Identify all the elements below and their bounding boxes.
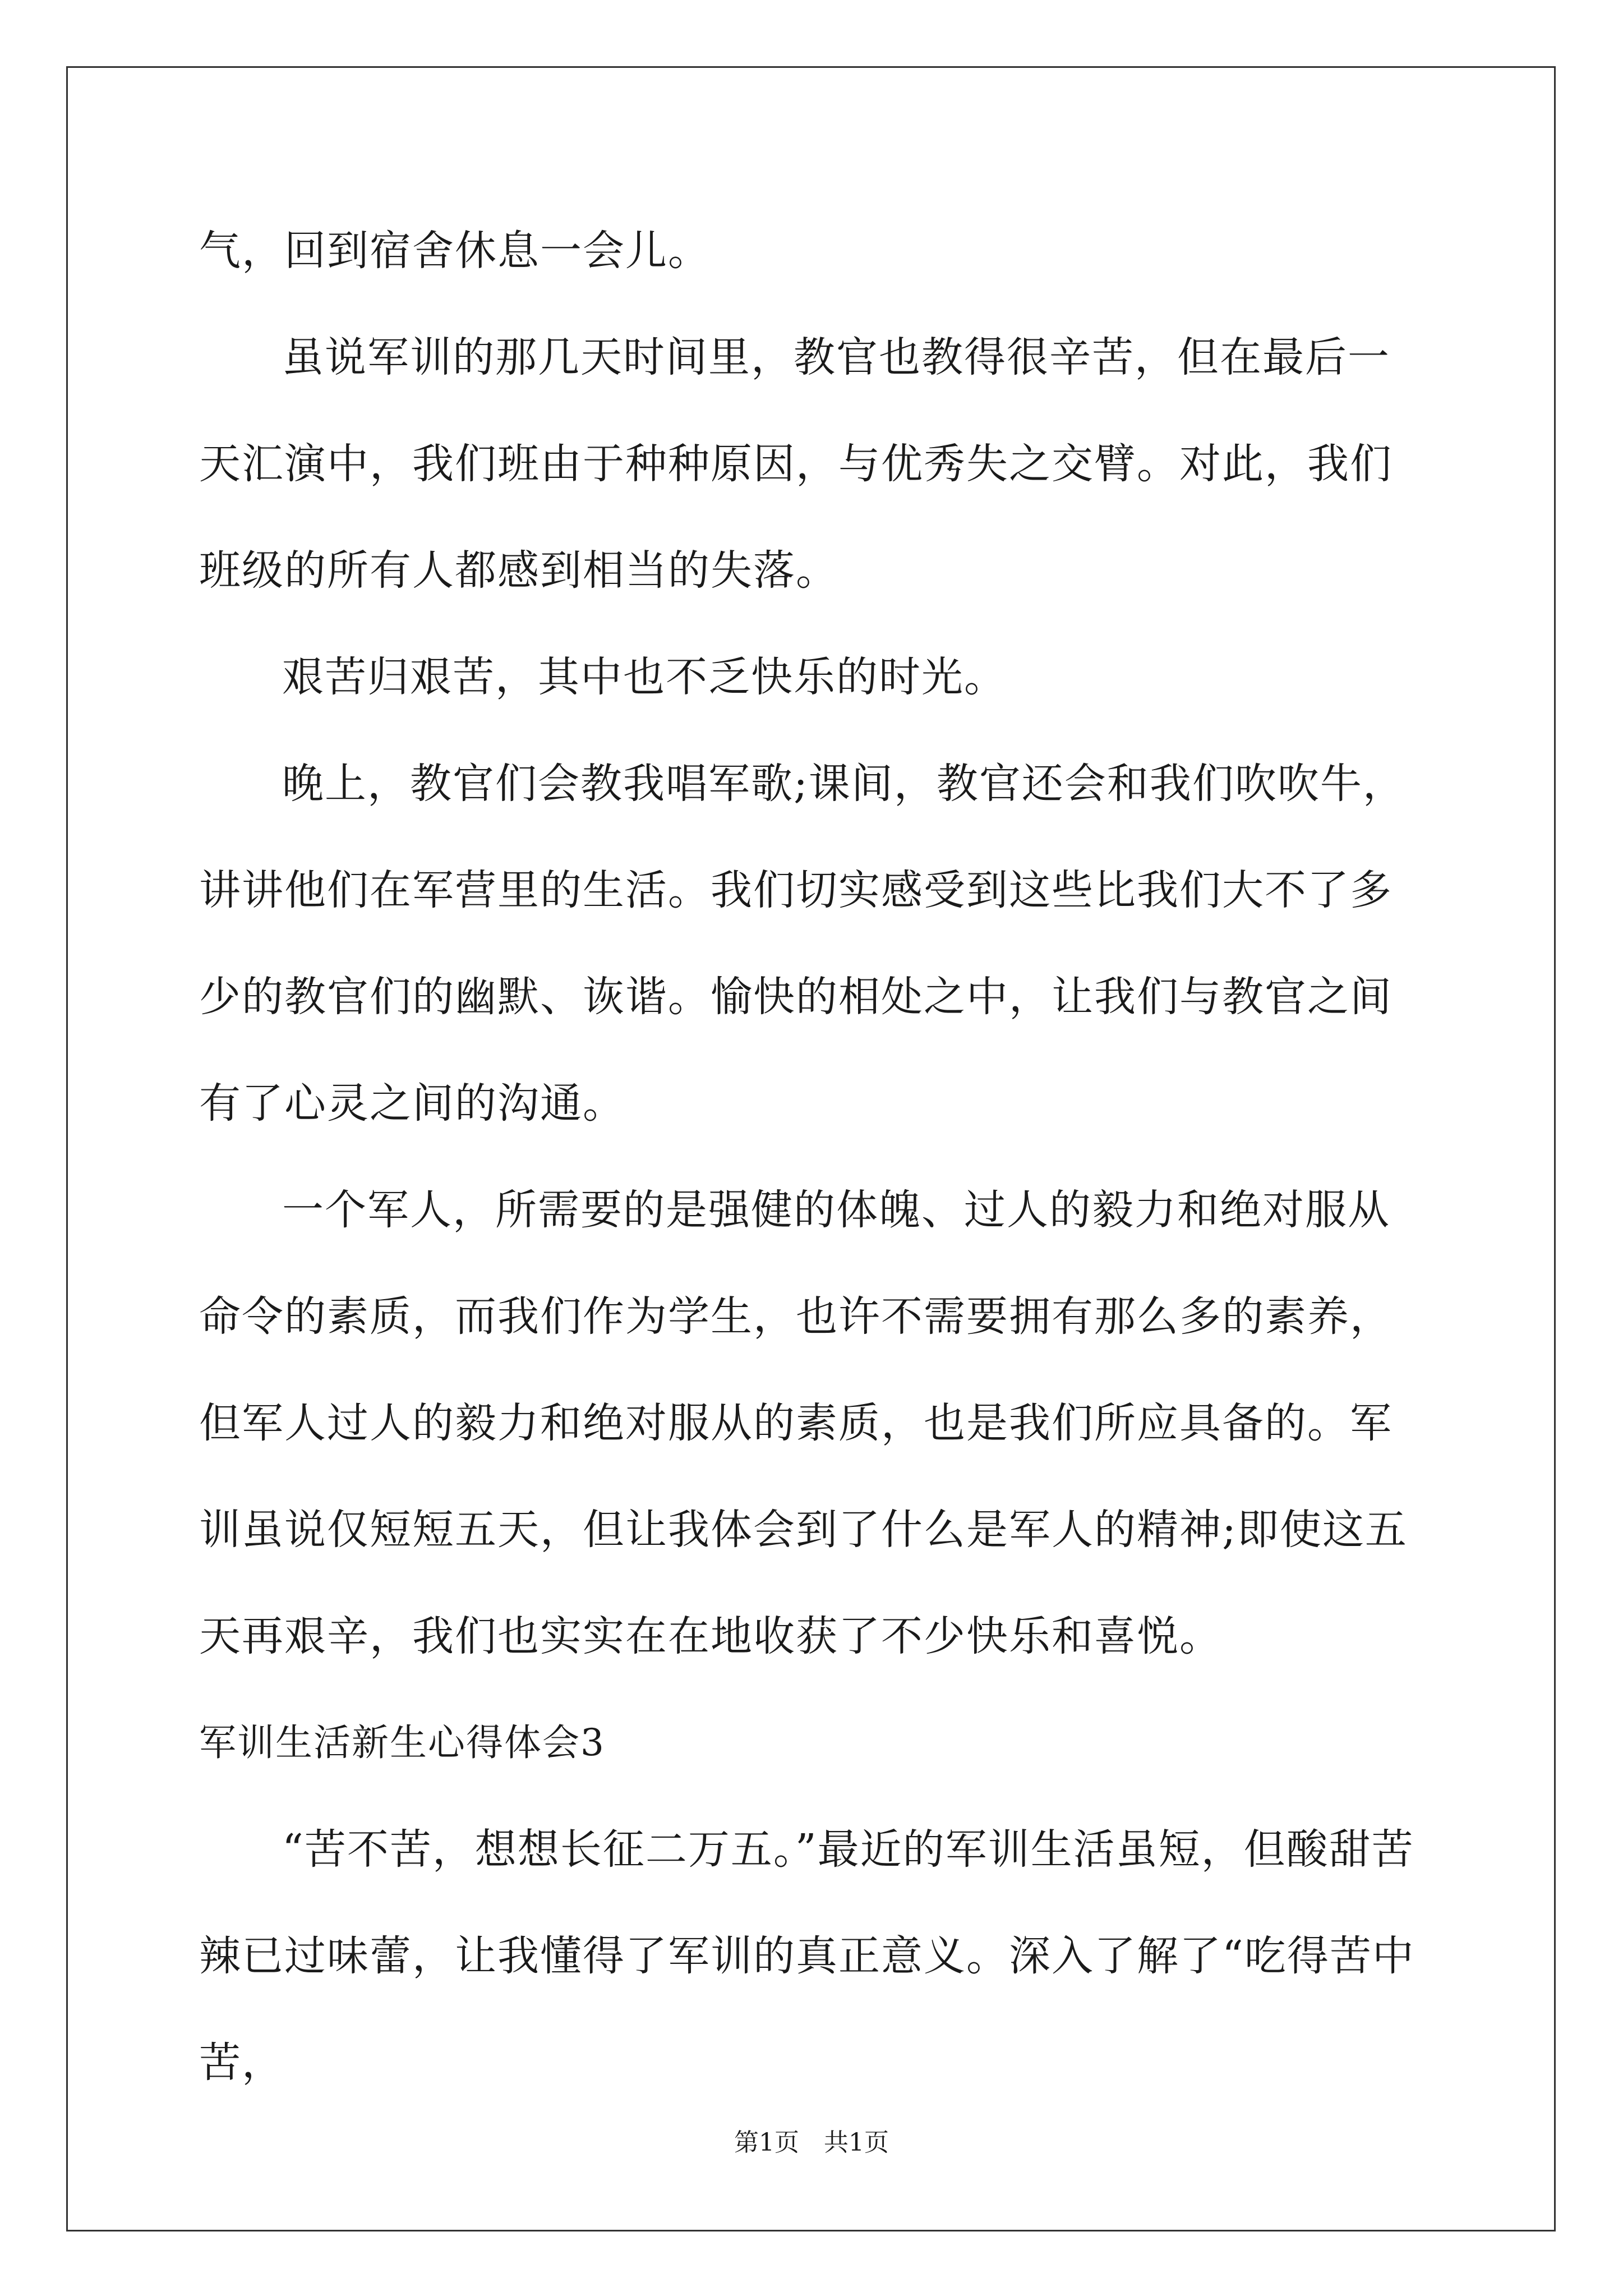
- paragraph-1: 气，回到宿舍休息一会儿。: [199, 227, 711, 275]
- paragraph-4: 晚上，教官们会教我唱军歌;课间，教官还会和我们吹吹牛，讲讲他们在军营里的生活。我们切实感受到这些比我们大不了多少的教官们的幽默、诙谐。愉快的相处之中，让我们与教官之间有了心灵之间的沟通。: [199, 760, 1405, 1128]
- paragraph-3: 艰苦归艰苦，其中也不乏快乐的时光。: [282, 653, 1007, 701]
- page-footer: 第1页 共1页: [734, 2128, 889, 2157]
- document-body: [199, 197, 1427, 2116]
- paragraph-2: 虽说军训的那几天时间里，教官也教得很辛苦，但在最后一天汇演中，我们班由于种种原因，与优秀失之交臂。对此，我们班级的所有人都感到相当的失落。: [199, 333, 1393, 595]
- section-paragraph-1: “苦不苦，想想长征二万五。”最近的军训生活虽短，但酸甜苦辣已过味蕾，让我懂得了军训的真正意义。深入了解了“吃得苦中苦，: [199, 1825, 1415, 2087]
- paragraph-5: 一个军人，所需要的是强健的体魄、过人的毅力和绝对服从命令的素质，而我们作为学生，也许不需要拥有那么多的素养，但军人过人的毅力和绝对服从的素质，也是我们所应具备的。军训虽说仅短短五天，但让我体会到了什么是军人的精神;即使这五天再艰辛，我们也实实在在地收获了不少快乐和喜悦。: [199, 1186, 1408, 1660]
- section-heading: 军训生活新生心得体会3: [199, 1721, 605, 1764]
